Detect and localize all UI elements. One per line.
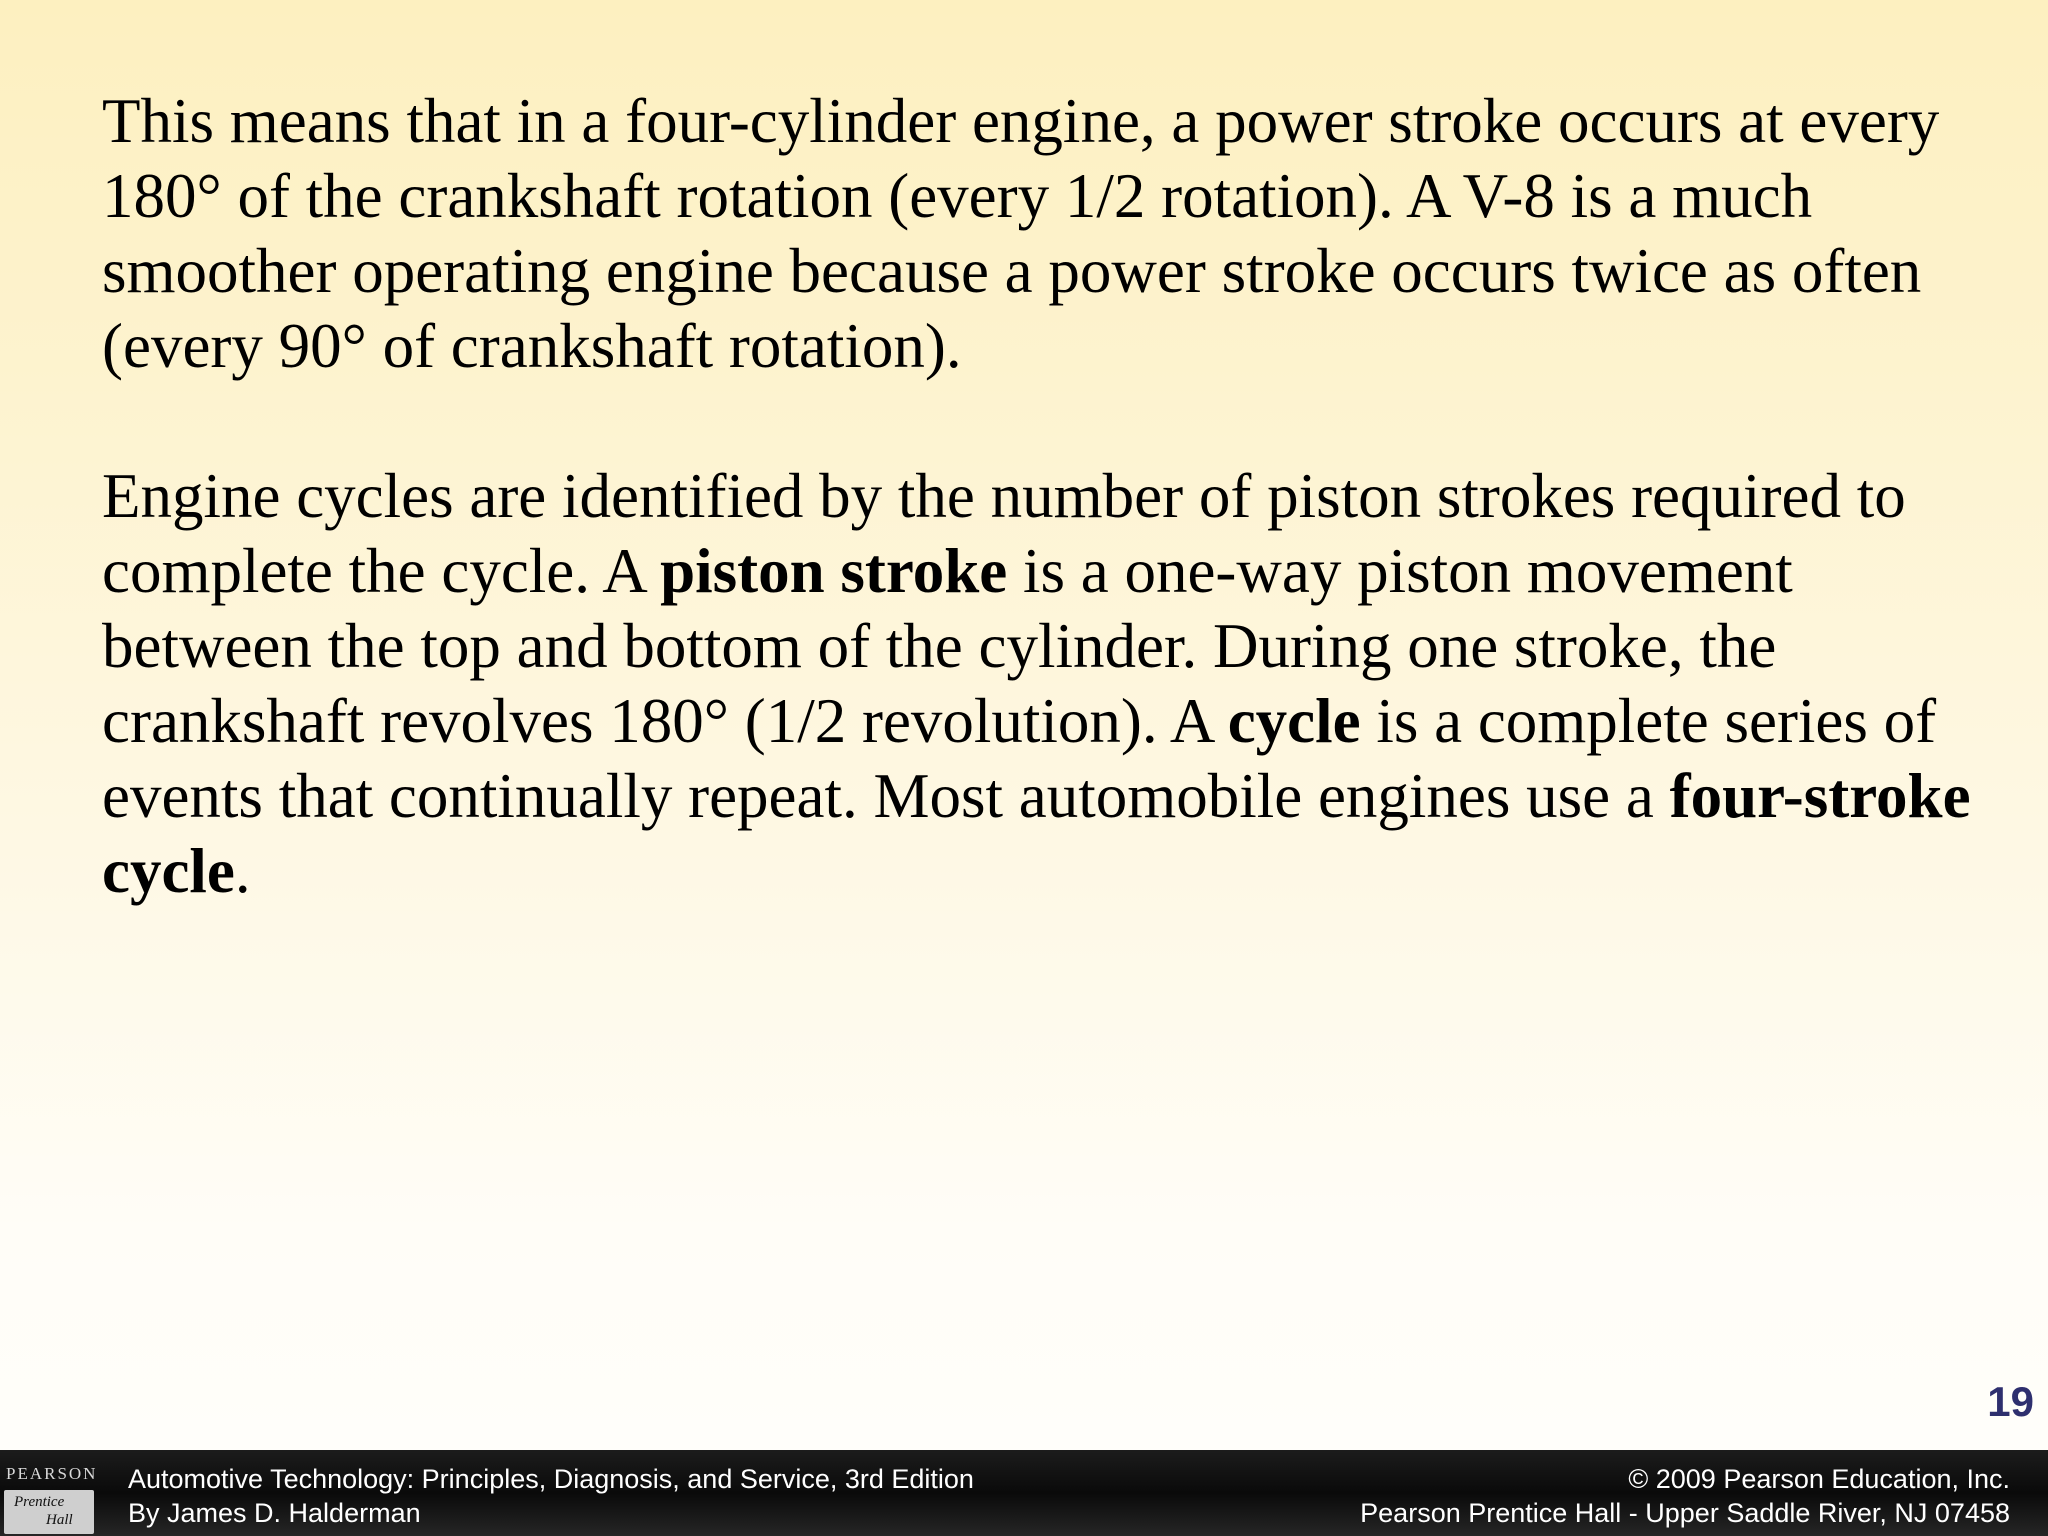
- publisher: Pearson Prentice Hall - Upper Saddle River, NJ 07458: [1360, 1498, 2010, 1528]
- paragraph-power-stroke: This means that in a four-cylinder engine, a power stroke occurs at every 180° of the crankshaft rotation (every 1/2 rotation). A V-8 is a much smoother operating engine because a power stroke occurs twice as often (every 90° of crankshaft rotation).: [102, 86, 1940, 381]
- prentice-hall-badge: [4, 1490, 94, 1534]
- term-four-stroke-cycle: four-stroke cycle: [102, 761, 1971, 906]
- term-piston-stroke: piston stroke: [660, 536, 1008, 606]
- term-cycle: cycle: [1227, 686, 1361, 756]
- paragraph-text: .: [234, 836, 251, 906]
- slide-body: [102, 84, 2002, 909]
- paragraph-text: is a one-way piston movement between the top and bottom of the cylinder. During one stroke, the crankshaft revolves 180° (1/2 revolution). A: [102, 536, 1793, 756]
- footer-copyright: [1360, 1462, 2010, 1530]
- logo-line: Prentice: [14, 1494, 65, 1510]
- pearson-wordmark: PEARSON: [6, 1464, 98, 1483]
- paragraph-engine-cycles: [102, 459, 2002, 909]
- logo-line: Hall: [46, 1512, 73, 1528]
- footer-bar: [0, 1450, 2048, 1536]
- copyright: © 2009 Pearson Education, Inc.: [1628, 1464, 2010, 1494]
- paragraph-text: Engine cycles are identified by the number of piston strokes required to complete the cycle. A: [102, 461, 1906, 606]
- book-title: Automotive Technology: Principles, Diagnosis, and Service, 3rd Edition: [128, 1464, 974, 1494]
- page-number: 19: [1987, 1378, 2034, 1425]
- author: By James D. Halderman: [128, 1498, 421, 1528]
- paragraph-text: is a complete series of events that continually repeat. Most automobile engines use a: [102, 686, 1937, 831]
- footer-book-info: [128, 1462, 974, 1530]
- pearson-prentice-hall-logo: [0, 1450, 104, 1536]
